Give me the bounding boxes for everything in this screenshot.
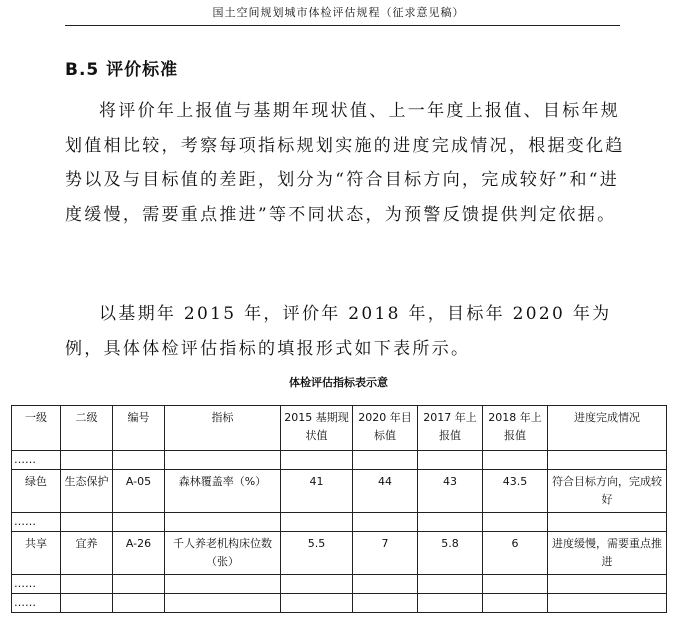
- table-cell: 生态保护: [61, 470, 113, 513]
- header-2020-target: 2020 年目标值: [353, 406, 418, 451]
- table-cell: [353, 575, 418, 594]
- table-cell: [548, 513, 667, 532]
- table-row: [12, 594, 667, 613]
- header-progress: 进度完成情况: [548, 406, 667, 451]
- table-cell: 5.5: [281, 532, 353, 575]
- table-cell: [483, 451, 548, 470]
- table-cell: [483, 594, 548, 613]
- table-caption: 体检评估指标表示意: [289, 376, 388, 389]
- table-cell: [548, 575, 667, 594]
- table-cell: [353, 513, 418, 532]
- header-2018-reported: 2018 年上报值: [483, 406, 548, 451]
- table-cell: [281, 451, 353, 470]
- table-cell: [165, 594, 281, 613]
- table-cell: A-05: [113, 470, 165, 513]
- table-cell: [483, 513, 548, 532]
- header-level1: 一级: [12, 406, 61, 451]
- table-cell: [165, 451, 281, 470]
- table-cell: 符合目标方向，完成较好: [548, 470, 667, 513]
- table-cell: [418, 575, 483, 594]
- table-cell: ……: [12, 594, 61, 613]
- table-cell: 43: [418, 470, 483, 513]
- table-cell: 森林覆盖率（%）: [165, 470, 281, 513]
- table-cell: [113, 451, 165, 470]
- table-cell: 7: [353, 532, 418, 575]
- table-cell: 进度缓慢，需要重点推进: [548, 532, 667, 575]
- table-cell: 43.5: [483, 470, 548, 513]
- table-cell: [483, 575, 548, 594]
- table-cell: [61, 451, 113, 470]
- table-row: [12, 470, 667, 513]
- section-title: B.5 评价标准: [65, 60, 179, 80]
- table-cell: [165, 575, 281, 594]
- header-2017-reported: 2017 年上报值: [418, 406, 483, 451]
- table-cell: 44: [353, 470, 418, 513]
- paragraph-1: 将评价年上报值与基期年现状值、上一年度上报值、目标年规划值相比较，考察每项指标规划实施的进度完成情况，根据变化趋势以及与目标值的差距，划分为“符合目标方向，完成较好”和“进度缓慢，需要重点推进”等不同状态，为预警反馈提供判定依据。: [65, 101, 625, 225]
- table-cell: 共享: [12, 532, 61, 575]
- table-cell: [113, 594, 165, 613]
- table-cell: [113, 513, 165, 532]
- table-cell: 5.8: [418, 532, 483, 575]
- table-cell: 6: [483, 532, 548, 575]
- table-cell: [281, 575, 353, 594]
- table-cell: [418, 513, 483, 532]
- header-code: 编号: [113, 406, 165, 451]
- table-cell: [548, 594, 667, 613]
- table-cell: [418, 451, 483, 470]
- header-indicator: 指标: [165, 406, 281, 451]
- indicator-table: [11, 405, 667, 613]
- table-row: [12, 513, 667, 532]
- table-cell: ……: [12, 451, 61, 470]
- header-level2: 二级: [61, 406, 113, 451]
- table-cell: 41: [281, 470, 353, 513]
- table-cell: [61, 575, 113, 594]
- table-cell: [548, 451, 667, 470]
- header-row: [12, 406, 667, 451]
- table-row: [12, 532, 667, 575]
- table-row: [12, 575, 667, 594]
- table-cell: [113, 575, 165, 594]
- table-cell: [165, 513, 281, 532]
- table-cell: [281, 594, 353, 613]
- table-cell: [353, 594, 418, 613]
- table-cell: [418, 594, 483, 613]
- running-header: 国土空间规划城市体检评估规程（征求意见稿）: [212, 6, 465, 19]
- table-cell: 宜养: [61, 532, 113, 575]
- header-rule: [65, 25, 620, 26]
- table-row: [12, 451, 667, 470]
- table-cell: 绿色: [12, 470, 61, 513]
- table-cell: [61, 513, 113, 532]
- paragraph-2: 以基期年 2015 年，评价年 2018 年，目标年 2020 年为例，具体体检评估指标的填报形式如下表所示。: [65, 304, 612, 359]
- table-cell: [353, 451, 418, 470]
- table-cell: A-26: [113, 532, 165, 575]
- table-cell: ……: [12, 513, 61, 532]
- header-2015-baseline: 2015 基期现状值: [281, 406, 353, 451]
- table-cell: [61, 594, 113, 613]
- table-cell: ……: [12, 575, 61, 594]
- table-cell: 千人养老机构床位数（张）: [165, 532, 281, 575]
- table-cell: [281, 513, 353, 532]
